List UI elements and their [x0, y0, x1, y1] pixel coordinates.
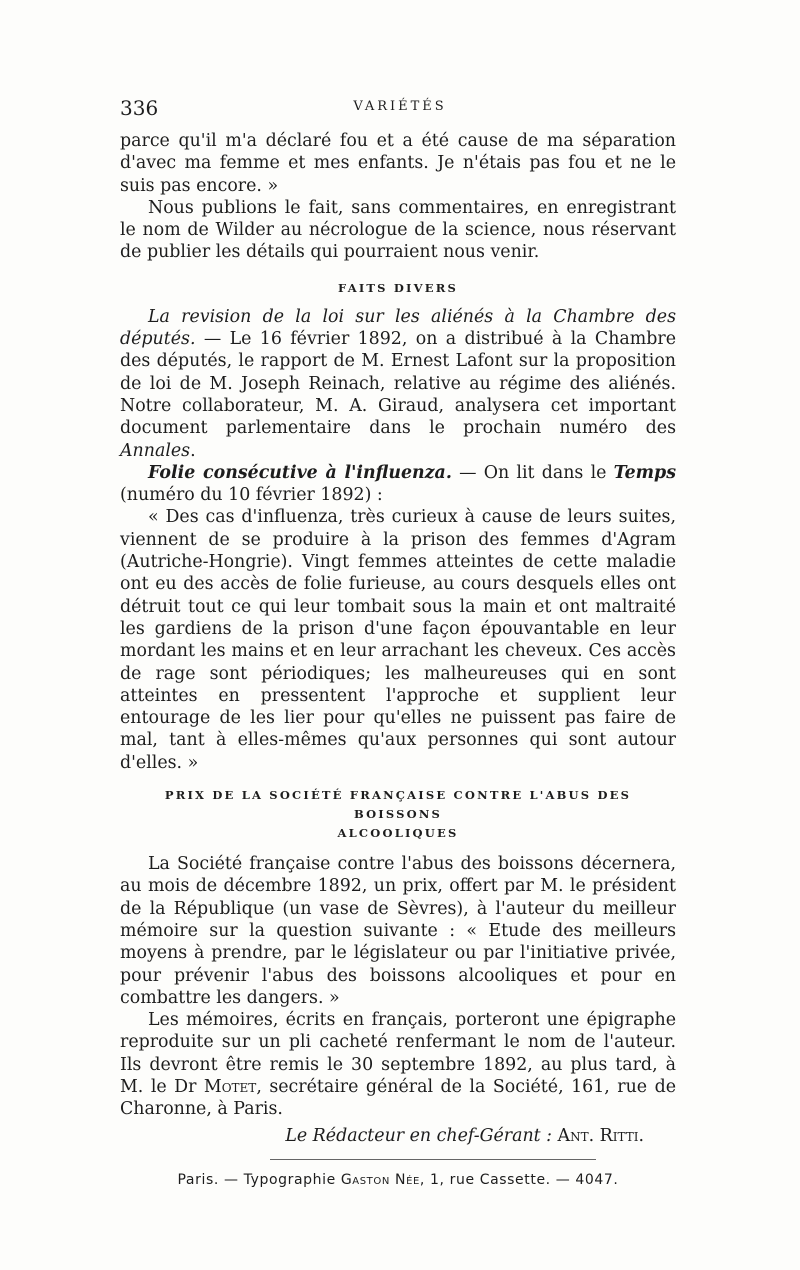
imprint-text: Paris. — Typographie [177, 1171, 341, 1188]
editor-signature [120, 1125, 676, 1147]
paragraph-quote-end: parce qu'il m'a déclaré fou et a été cause de ma séparation d'avec ma femme et mes enfants. Je n'étais pas fou et ne le suis pas encore. » [120, 131, 676, 196]
section-heading-faits-divers: FAITS DIVERS [338, 280, 458, 295]
paragraph-text: , secrétaire général de la Société, 161, rue de Charonne, à Paris. [120, 1076, 677, 1120]
news-item-influenza [120, 462, 676, 507]
signature-role: Le Rédacteur en chef-Gérant : [285, 1125, 553, 1146]
heading-line: PRIX DE LA SOCIÉTÉ FRANÇAISE CONTRE L'ABUS DES BOISSONS [164, 788, 632, 822]
quoted-report: « Des cas d'influenza, très curieux à cause de leurs suites, viennent de se produire à la prison des femmes d'Agram (Autriche-Hongrie). Vingt femmes atteintes de cette maladie ont eu des accès de folie furieuse, au cours desquels elles ont détruit tout ce qui leur tombait sous la main et ont maltraité les gardiens de la prison d'une façon épouvantable en leur mordant les mains et en leur arrachant les cheveux. Ces accès de rage sont périodiques; les malheureuses qui en sont atteintes en pressentent l'approche et supplient leur entourage de les lier pour qu'elles ne puissent pas faire de mal, tant à elles-mêmes qu'aux personnes qui sont autour d'elles. » [120, 507, 676, 773]
paragraph-submission-rules [120, 1009, 676, 1120]
page-body [120, 130, 676, 1191]
news-item-text: — Le 16 février 1892, on a distribué à la Chambre des députés, le rapport de M. Ernest Lafont sur la proposition de loi de M. Joseph Reinach, relative au régime des aliénés. Notre collaborateur, M. A. Giraud, analysera cet important document parlementaire dans le prochain numéro des [120, 329, 676, 439]
divider-rule [270, 1159, 596, 1160]
paragraph-prize-announcement: La Société française contre l'abus des boissons décernera, au mois de décembre 1892, un prix, offert par M. le président de la République (un vase de Sèvres), à l'auteur du meilleur mémoire sur la question suivante : « Etude des meilleurs moyens à prendre, par le législateur ou par l'initiative privée, pour prévenir l'abus des boissons alcooliques et pour en combattre les dangers. » [120, 854, 676, 1008]
heading-line: ALCOOLIQUES [337, 826, 459, 841]
news-item-text: (numéro du 10 février 1892) : [120, 485, 383, 506]
person-name-motet: Motet [203, 1076, 257, 1097]
paragraph-wilder: Nous publions le fait, sans commentaires, en enregistrant le nom de Wilder au nécrologue de la science, nous réservant de publier les détails qui pourraient nous venir. [120, 197, 676, 263]
printer-imprint [120, 1169, 676, 1191]
imprint-text: , 1, rue Cassette. — 4047. [419, 1171, 619, 1188]
page-number: 336 [120, 96, 159, 120]
news-item-title: Folie consécutive à l'influenza. [148, 462, 452, 483]
page-header [120, 96, 680, 122]
printer-name: Gaston Née [340, 1171, 420, 1188]
section-heading-prix [120, 786, 676, 843]
journal-title-annales: Annales [120, 440, 191, 461]
running-title: VARIÉTÉS [353, 99, 447, 114]
news-item-text: — On lit dans le [451, 462, 614, 483]
news-item-title: La revision de la loi sur les aliénés à la Chambre des députés. [120, 306, 676, 350]
signature-name: Ant. Ritti. [557, 1125, 644, 1146]
newspaper-title-temps: Temps [613, 462, 677, 483]
news-item-revision [120, 306, 676, 462]
paragraph-text: Les mémoires, écrits en français, porteront une épigraphe reproduite sur un pli cacheté renfermant le nom de l'auteur. Ils devront être remis le 30 septembre 1892, au plus tard, à M. le Dr [120, 1010, 676, 1097]
news-item-end: . [190, 440, 196, 461]
